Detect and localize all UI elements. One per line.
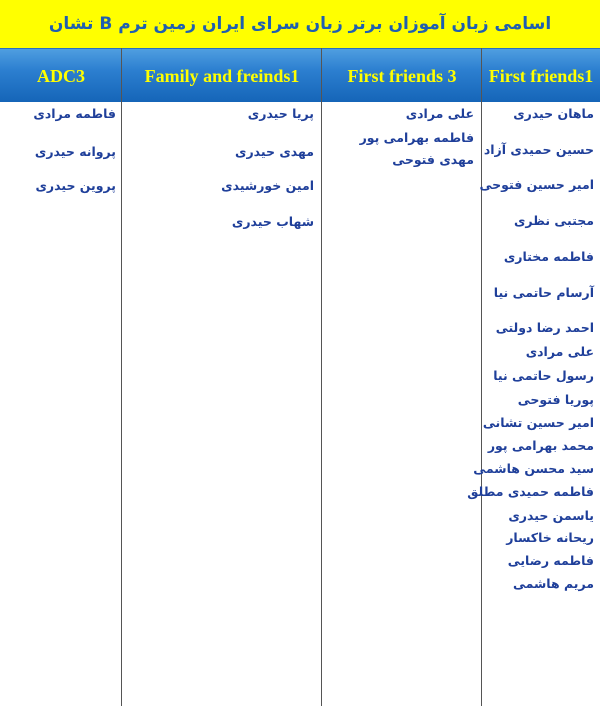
student-name: رسول حاتمی نیا [493, 368, 594, 383]
student-name: امین خورشیدی [221, 178, 314, 193]
student-name: فاطمه رضایی [507, 553, 594, 568]
student-name: فاطمه بهرامی پور [359, 130, 474, 145]
header-family-and-friends1: Family and freinds1 [144, 65, 300, 86]
table-header-row [0, 48, 600, 102]
student-name: فاطمه مرادی [33, 106, 116, 121]
column-divider [321, 48, 322, 706]
student-name: پریا حیدری [247, 106, 314, 121]
student-name: پروانه حیدری [34, 144, 116, 159]
header-first-friends1: First friends1 [488, 65, 594, 86]
student-name: محمد بهرامی پور [487, 438, 594, 453]
student-name: امیر حسین تشانی [482, 415, 594, 430]
student-name: احمد رضا دولتی [495, 320, 594, 335]
student-name: ماهان حیدری [513, 106, 594, 121]
student-name: حسین حمیدی آزاد [483, 142, 594, 157]
student-name: یاسمن حیدری [508, 508, 594, 523]
column-divider [481, 48, 482, 706]
student-name: پوریا فتوحی [517, 392, 594, 407]
student-name: مهدی حیدری [234, 144, 314, 159]
student-name: فاطمه حمیدی مطلق [467, 484, 594, 499]
student-name: ریحانه خاکسار [506, 530, 594, 545]
header-first-friends3: First friends 3 [347, 65, 457, 86]
header-adc3: ADC3 [37, 65, 85, 86]
student-name: مهدی فتوحی [392, 152, 474, 167]
student-name: علی مرادی [405, 106, 474, 121]
student-name: امیر حسین فتوحی [479, 177, 594, 192]
title-banner [0, 0, 600, 48]
page-title: اسامی زبان آموزان برتر زبان سرای ایران زمین ترم B تشان [48, 14, 552, 34]
student-name: شهاب حیدری [231, 214, 314, 229]
student-name: فاطمه مختاری [503, 249, 594, 264]
student-name: پروین حیدری [35, 178, 116, 193]
student-name: سید محسن هاشمی [473, 461, 594, 476]
student-name: مجتبی نظری [513, 213, 594, 228]
student-name: مریم هاشمی [512, 576, 594, 591]
column-divider [121, 48, 122, 706]
student-name: علی مرادی [525, 344, 594, 359]
student-name: آرسام حاتمی نیا [493, 285, 594, 300]
